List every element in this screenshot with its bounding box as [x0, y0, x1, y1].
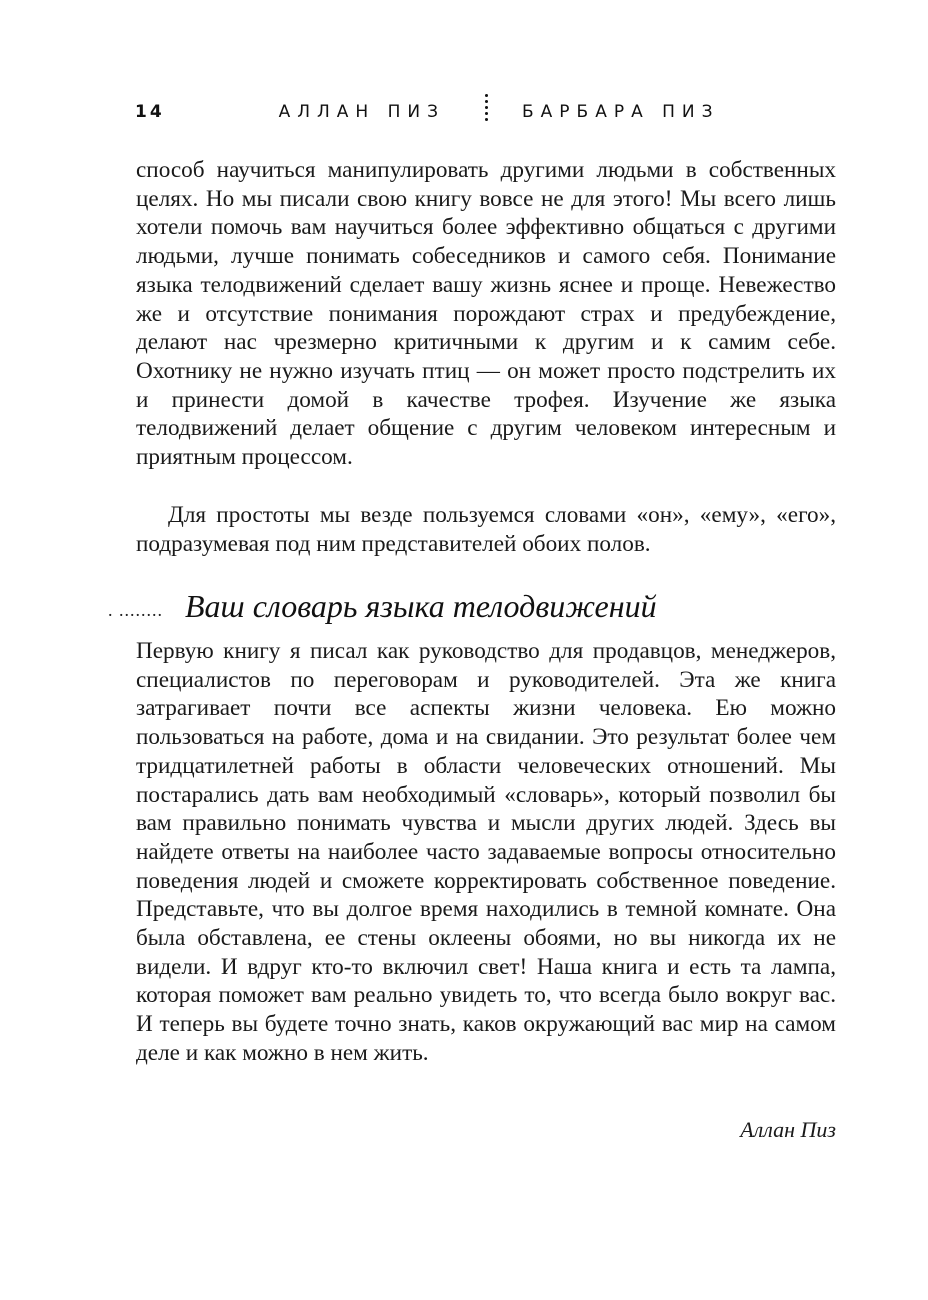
body-paragraph-2: Для простоты мы везде пользуемся словами «он», «ему», «его», подразумевая под ним представителей обоих полов. — [136, 502, 836, 557]
body-paragraph-3: Первую книгу я писал как руководство для продавцов, менеджеров, специалистов по переговорам и руководителей. Эта же книга затрагивает почти все аспекты жизни человека. Ею можно пользоваться на работе, дома и на свидании. Это результат более чем тридцатилетней работы в области человеческих отношений. Мы постарались дать вам необходимый «словарь», который позволил бы вам правильно понимать чувства и мысли других людей. Здесь вы найдете ответы на наиболее часто задаваемые вопросы относительно поведения людей и сможете корректировать собственное поведение. Представьте, что вы долгое время находились в темной комнате. Она была обставлена, ее стены оклеены обоями, но вы никогда их не видели. И вдруг кто-то включил свет! Наша книга и есть та лампа, которая поможет вам реально увидеть то, что всегда было вокруг вас. И теперь вы будете точно знать, каков окружающий вас мир на самом деле и как можно в нем жить. — [136, 638, 836, 1066]
running-header-author-left: АЛЛАН ПИЗ — [278, 102, 445, 122]
section-heading — [108, 588, 848, 628]
running-header — [0, 94, 928, 134]
page-number: 14 — [135, 102, 165, 122]
section-title: Ваш словарь языка телодвижений — [185, 588, 657, 624]
section-leader-dots: . ........ — [108, 600, 163, 620]
author-signature: Аллан Пиз — [740, 1117, 836, 1142]
dotted-separator — [483, 94, 489, 132]
body-paragraph-1: способ научиться манипулировать другими людьми в собственных целях. Но мы писали свою книгу вовсе не для этого! Мы всего лишь хотели помочь вам научиться более эффективно общаться с другими людьми, лучше понимать собеседников и самого себя. Понимание языка телодвижений сделает вашу жизнь яснее и проще. Невежество же и отсутствие понимания порождают страх и предубеждение, делают нас чрезмерно критичными к другим и к самим себе. Охотнику не нужно изучать птиц — он может просто подстрелить их и принести домой в качестве трофея. Изучение же языка телодвижений делает общение с другим человеком интересным и приятным процессом. — [136, 157, 836, 471]
running-header-author-right: БАРБАРА ПИЗ — [522, 102, 720, 122]
